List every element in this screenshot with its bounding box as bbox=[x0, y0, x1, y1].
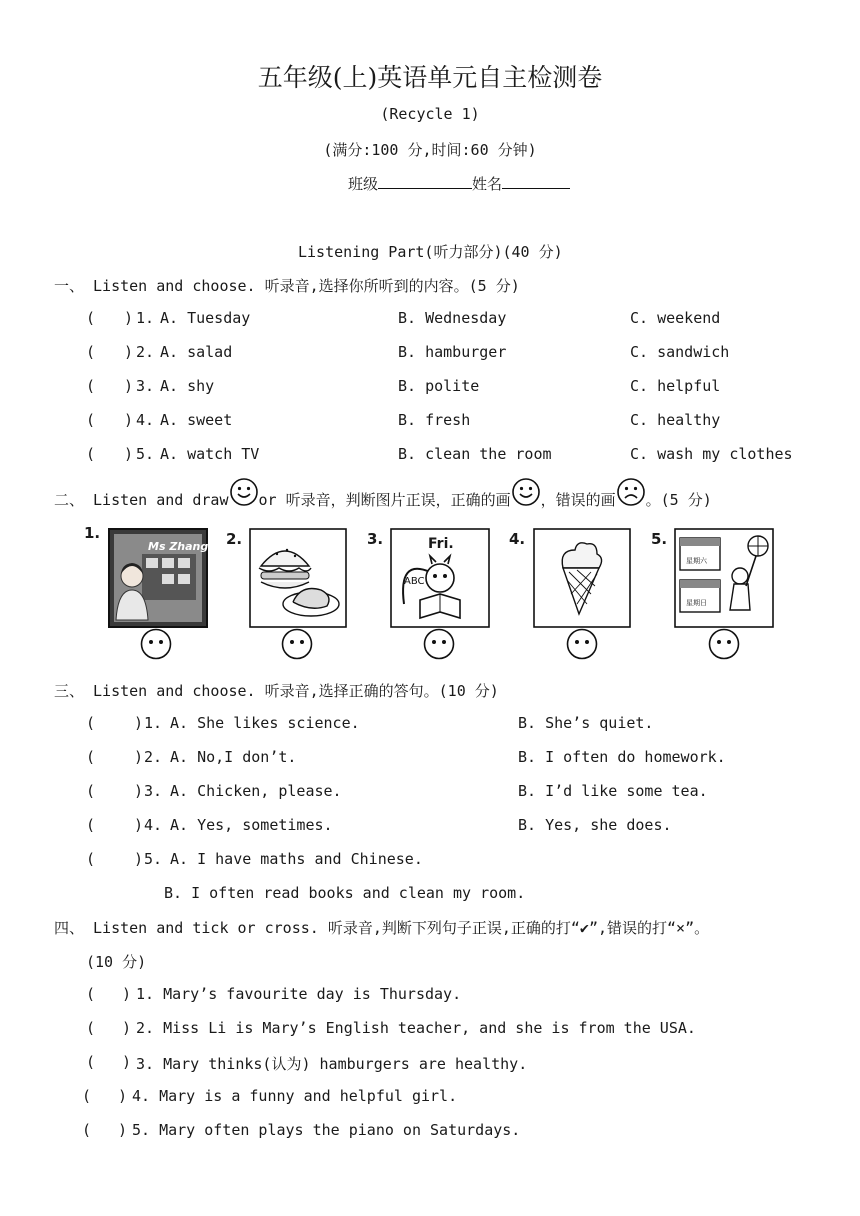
option-b: B. I often read books and clean my room. bbox=[164, 884, 526, 902]
answer-bracket-open[interactable]: ( bbox=[82, 1087, 92, 1105]
ice-cream-picture bbox=[533, 528, 631, 628]
blank-face-icon[interactable] bbox=[566, 628, 598, 664]
answer-bracket-open[interactable]: ( bbox=[82, 1121, 92, 1139]
option-a: A. salad bbox=[160, 343, 233, 361]
statement-item: 1. Mary’s favourite day is Thursday. bbox=[136, 985, 462, 1003]
smile-face-icon bbox=[229, 491, 259, 511]
teacher-blackboard-picture bbox=[108, 528, 208, 628]
answer-bracket-close: ) bbox=[134, 850, 144, 868]
option-c: C. helpful bbox=[630, 377, 721, 395]
statement-item: 2. Miss Li is Mary’s English teacher, and she is from the USA. bbox=[136, 1019, 696, 1037]
option-a: A. shy bbox=[160, 377, 215, 395]
option-b: B. I’d like some tea. bbox=[518, 782, 708, 800]
name-blank[interactable] bbox=[502, 173, 570, 189]
picture-number: 2. bbox=[226, 530, 243, 548]
option-b: B. I often do homework. bbox=[518, 748, 726, 766]
option-b: B. Wednesday bbox=[398, 309, 507, 327]
picture-sign: Fri. bbox=[428, 536, 454, 552]
option-b: B. Yes, she does. bbox=[518, 816, 672, 834]
answer-bracket-open[interactable]: ( bbox=[86, 445, 96, 463]
svg-text:ABC: ABC bbox=[404, 576, 425, 587]
answer-bracket-close: ) bbox=[124, 309, 134, 327]
part4-score: (10 分) bbox=[86, 953, 147, 971]
option-b: B. polite bbox=[398, 377, 480, 395]
question-number: 4. bbox=[144, 816, 163, 834]
question-number: 2. bbox=[144, 748, 163, 766]
statement-item: 5. Mary often plays the piano on Saturdays. bbox=[132, 1121, 521, 1139]
class-name-line bbox=[348, 173, 570, 194]
option-c: C. wash my clothes bbox=[630, 445, 793, 463]
answer-bracket-open[interactable]: ( bbox=[86, 985, 96, 1003]
answer-bracket-open[interactable]: ( bbox=[86, 816, 96, 834]
answer-bracket-open[interactable]: ( bbox=[86, 1019, 96, 1037]
class-label: 班级 bbox=[348, 175, 379, 193]
option-c: C. weekend bbox=[630, 309, 721, 327]
listening-title: Listening Part(听力部分)(40 分) bbox=[298, 243, 563, 261]
answer-bracket-open[interactable]: ( bbox=[86, 309, 96, 327]
answer-bracket-close: ) bbox=[134, 714, 144, 732]
answer-bracket-close: ) bbox=[118, 1087, 128, 1105]
question-number: 3. bbox=[144, 782, 163, 800]
answer-bracket-open[interactable]: ( bbox=[86, 1053, 96, 1071]
statement-item: 4. Mary is a funny and helpful girl. bbox=[132, 1087, 458, 1105]
picture-sign: Ms Zhang bbox=[148, 540, 209, 553]
answer-bracket-close: ) bbox=[122, 985, 132, 1003]
picture-number: 5. bbox=[651, 530, 668, 548]
class-blank[interactable] bbox=[378, 173, 472, 189]
answer-bracket-open[interactable]: ( bbox=[86, 748, 96, 766]
option-c: C. sandwich bbox=[630, 343, 730, 361]
part2-heading bbox=[54, 489, 712, 511]
score-time: (满分:100 分,时间:60 分钟) bbox=[323, 141, 537, 159]
answer-bracket-close: ) bbox=[122, 1019, 132, 1037]
option-b: B. fresh bbox=[398, 411, 471, 429]
question-number: 1. bbox=[136, 309, 155, 327]
question-number: 2. bbox=[136, 343, 155, 361]
answer-bracket-close: ) bbox=[134, 816, 144, 834]
answer-bracket-close: ) bbox=[124, 377, 134, 395]
answer-bracket-open[interactable]: ( bbox=[86, 714, 96, 732]
option-a: A. watch TV bbox=[160, 445, 260, 463]
part4-heading: 四、 Listen and tick or cross. 听录音,判断下列句子正误,正确的打“✔”,错误的打“×”。 bbox=[54, 919, 710, 937]
question-number: 5. bbox=[136, 445, 155, 463]
answer-bracket-close: ) bbox=[124, 343, 134, 361]
option-a: A. Yes, sometimes. bbox=[170, 816, 333, 834]
unit-subtitle: (Recycle 1) bbox=[380, 105, 480, 123]
sad-face-icon bbox=[616, 491, 646, 511]
name-label: 姓名 bbox=[472, 175, 503, 193]
part2-heading-d: 。(5 分) bbox=[645, 491, 712, 509]
option-a: A. No,I don’t. bbox=[170, 748, 297, 766]
question-number: 3. bbox=[136, 377, 155, 395]
blank-face-icon[interactable] bbox=[140, 628, 172, 664]
answer-bracket-open[interactable]: ( bbox=[86, 377, 96, 395]
option-a: A. sweet bbox=[160, 411, 233, 429]
option-c: C. healthy bbox=[630, 411, 721, 429]
option-a: A. She likes science. bbox=[170, 714, 360, 732]
answer-bracket-close: ) bbox=[124, 445, 134, 463]
part2-heading-b: or 听录音，判断图片正误，正确的画 bbox=[258, 491, 511, 509]
blank-face-icon[interactable] bbox=[423, 628, 455, 664]
blank-face-icon[interactable] bbox=[281, 628, 313, 664]
part3-heading: 三、 Listen and choose. 听录音,选择正确的答句。(10 分) bbox=[54, 682, 499, 700]
hamburger-chicken-picture bbox=[249, 528, 347, 628]
answer-bracket-close: ) bbox=[122, 1053, 132, 1071]
option-a: A. I have maths and Chinese. bbox=[170, 850, 423, 868]
option-b: B. clean the room bbox=[398, 445, 552, 463]
answer-bracket-open[interactable]: ( bbox=[86, 411, 96, 429]
part1-heading: 一、 Listen and choose. 听录音,选择你所听到的内容。(5 分) bbox=[54, 277, 520, 295]
blank-face-icon[interactable] bbox=[708, 628, 740, 664]
answer-bracket-close: ) bbox=[134, 782, 144, 800]
option-b: B. She’s quiet. bbox=[518, 714, 654, 732]
question-number: 5. bbox=[144, 850, 163, 868]
smile-face-icon bbox=[511, 491, 541, 511]
option-b: B. hamburger bbox=[398, 343, 507, 361]
picture-number: 1. bbox=[84, 524, 101, 542]
answer-bracket-open[interactable]: ( bbox=[86, 782, 96, 800]
question-number: 1. bbox=[144, 714, 163, 732]
question-number: 4. bbox=[136, 411, 155, 429]
part2-heading-c: ，错误的画 bbox=[540, 491, 616, 509]
calendar-label: 星期日 bbox=[686, 599, 707, 607]
option-a: A. Tuesday bbox=[160, 309, 251, 327]
answer-bracket-close: ) bbox=[124, 411, 134, 429]
page-title: 五年级(上)英语单元自主检测卷 bbox=[257, 63, 603, 92]
picture-number: 4. bbox=[509, 530, 526, 548]
answer-bracket-close: ) bbox=[134, 748, 144, 766]
option-a: A. Chicken, please. bbox=[170, 782, 342, 800]
calendar-basketball-picture bbox=[674, 528, 774, 628]
answer-bracket-close: ) bbox=[118, 1121, 128, 1139]
answer-bracket-open[interactable]: ( bbox=[86, 343, 96, 361]
squirrel-reading-picture bbox=[390, 528, 490, 628]
picture-number: 3. bbox=[367, 530, 384, 548]
answer-bracket-open[interactable]: ( bbox=[86, 850, 96, 868]
part2-heading-a: 二、 Listen and draw bbox=[54, 491, 229, 509]
statement-item: 3. Mary thinks(认为) hamburgers are healthy. bbox=[136, 1055, 528, 1073]
calendar-label: 星期六 bbox=[686, 557, 707, 565]
